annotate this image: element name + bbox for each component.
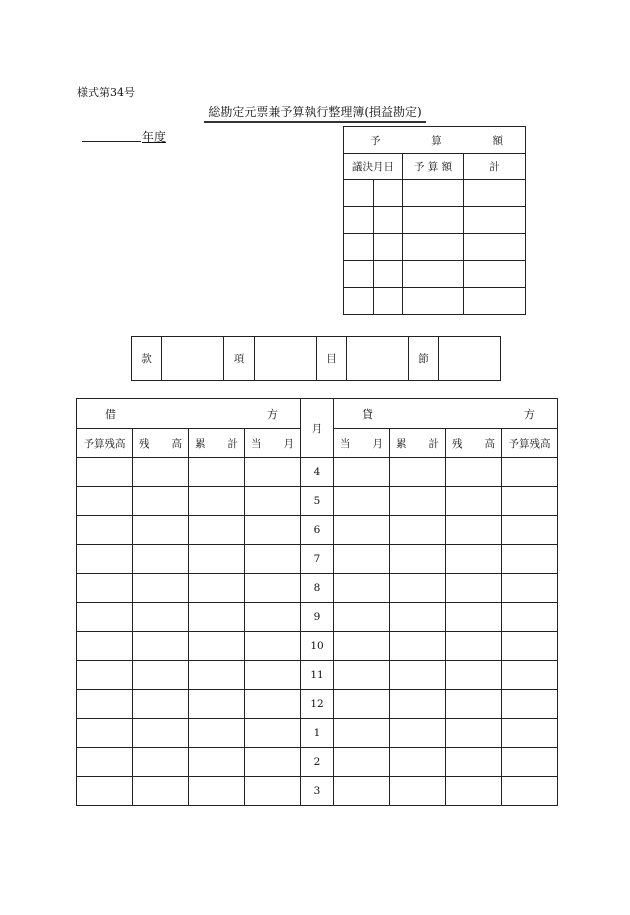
credit-balance-cell[interactable]: [446, 690, 502, 719]
credit-cumulative-cell[interactable]: [390, 661, 446, 690]
budget-month-cell[interactable]: [344, 261, 374, 288]
credit-cumulative-cell[interactable]: [390, 487, 446, 516]
budget-total-cell[interactable]: [464, 207, 526, 234]
kou-label: 項: [224, 337, 255, 381]
debit-budget-balance-cell[interactable]: [77, 603, 133, 632]
credit-balance-cell[interactable]: [446, 603, 502, 632]
credit-current-month-cell[interactable]: [334, 719, 390, 748]
moku-label: 目: [317, 337, 347, 381]
credit-header-right: 方: [524, 407, 535, 421]
month-number: 4: [301, 458, 334, 487]
budget-month-cell[interactable]: [344, 288, 374, 315]
budget-day-cell[interactable]: [374, 207, 403, 234]
month-number: 1: [301, 719, 334, 748]
budget-total-cell[interactable]: [464, 261, 526, 288]
debit-budget-balance-cell[interactable]: [77, 516, 133, 545]
month-number: 2: [301, 748, 334, 777]
debit-current-month-cell[interactable]: [245, 487, 301, 516]
budget-day-cell[interactable]: [374, 234, 403, 261]
debit-current-month-cell[interactable]: [245, 690, 301, 719]
debit-budget-balance-cell[interactable]: [77, 690, 133, 719]
debit-budget-balance-cell[interactable]: [77, 487, 133, 516]
debit-balance-header-char: 残: [139, 437, 150, 450]
debit-budget-balance-cell[interactable]: [77, 777, 133, 806]
debit-header-right: 方: [267, 407, 278, 421]
credit-budget-balance-header: 予算残高: [502, 429, 558, 458]
debit-budget-balance-cell[interactable]: [77, 632, 133, 661]
debit-cumulative-cell[interactable]: [189, 748, 245, 777]
credit-current-month-cell[interactable]: [334, 574, 390, 603]
credit-cumulative-cell[interactable]: [390, 516, 446, 545]
credit-balance-cell[interactable]: [446, 719, 502, 748]
debit-cumulative-cell[interactable]: [189, 574, 245, 603]
debit-balance-cell[interactable]: [133, 603, 189, 632]
credit-header: [334, 399, 558, 429]
ledger-row: [77, 777, 558, 806]
ledger-row: [77, 748, 558, 777]
debit-balance-cell[interactable]: [133, 748, 189, 777]
debit-current-month-cell[interactable]: [245, 719, 301, 748]
credit-cumulative-cell[interactable]: [390, 632, 446, 661]
credit-current-month-header: [334, 429, 390, 458]
debit-balance-header-char: 高: [171, 437, 182, 450]
debit-balance-cell[interactable]: [133, 545, 189, 574]
budget-row: [344, 288, 526, 315]
budget-amount-header: 予 算 額: [403, 154, 464, 180]
ledger-row: [77, 487, 558, 516]
debit-header: [77, 399, 301, 429]
credit-budget-balance-cell[interactable]: [502, 574, 558, 603]
setsu-value-cell[interactable]: [439, 337, 501, 381]
debit-cumulative-cell[interactable]: [189, 661, 245, 690]
budget-amount-cell[interactable]: [403, 207, 464, 234]
budget-row: [344, 261, 526, 288]
budget-day-cell[interactable]: [374, 288, 403, 315]
debit-current-month-cell[interactable]: [245, 777, 301, 806]
month-number: 9: [301, 603, 334, 632]
credit-cumulative-cell[interactable]: [390, 458, 446, 487]
credit-cumulative-cell[interactable]: [390, 690, 446, 719]
budget-total-cell[interactable]: [464, 288, 526, 315]
budget-total-cell[interactable]: [464, 234, 526, 261]
credit-budget-balance-cell[interactable]: [502, 632, 558, 661]
credit-current-month-cell[interactable]: [334, 661, 390, 690]
debit-current-month-cell[interactable]: [245, 603, 301, 632]
month-number: 12: [301, 690, 334, 719]
ledger-row: [77, 661, 558, 690]
budget-amount-cell[interactable]: [403, 234, 464, 261]
ledger-row: [77, 690, 558, 719]
debit-cumulative-header-char: 累: [195, 437, 206, 450]
credit-budget-balance-cell[interactable]: [502, 487, 558, 516]
credit-current-month-cell[interactable]: [334, 458, 390, 487]
credit-header-left: 貸: [362, 407, 373, 421]
debit-header-left: 借: [105, 407, 116, 421]
debit-balance-header: [133, 429, 189, 458]
credit-balance-cell[interactable]: [446, 545, 502, 574]
budget-amount-cell[interactable]: [403, 288, 464, 315]
debit-current-month-cell[interactable]: [245, 748, 301, 777]
budget-month-cell[interactable]: [344, 234, 374, 261]
credit-budget-balance-cell[interactable]: [502, 777, 558, 806]
form-number: 様式第34号: [77, 86, 135, 99]
credit-cumulative-cell[interactable]: [390, 603, 446, 632]
credit-budget-balance-cell[interactable]: [502, 661, 558, 690]
credit-balance-cell[interactable]: [446, 487, 502, 516]
month-number: 10: [301, 632, 334, 661]
credit-balance-header-char: 残: [452, 437, 463, 450]
credit-balance-cell[interactable]: [446, 748, 502, 777]
budget-amount-cell[interactable]: [403, 180, 464, 207]
credit-current-month-cell[interactable]: [334, 748, 390, 777]
budget-header-char-3: 額: [492, 134, 503, 147]
budget-row: [344, 234, 526, 261]
debit-budget-balance-cell[interactable]: [77, 545, 133, 574]
credit-current-month-cell[interactable]: [334, 603, 390, 632]
credit-balance-cell[interactable]: [446, 632, 502, 661]
month-number: 5: [301, 487, 334, 516]
credit-current-month-header-char: 月: [372, 437, 383, 450]
debit-current-month-cell[interactable]: [245, 458, 301, 487]
budget-total-header: 計: [464, 154, 526, 180]
credit-current-month-cell[interactable]: [334, 690, 390, 719]
budget-header: [344, 127, 526, 154]
debit-cumulative-cell[interactable]: [189, 690, 245, 719]
month-number: 3: [301, 777, 334, 806]
credit-budget-balance-cell[interactable]: [502, 603, 558, 632]
debit-current-month-cell[interactable]: [245, 661, 301, 690]
ledger-row: [77, 603, 558, 632]
debit-budget-balance-cell[interactable]: [77, 748, 133, 777]
budget-header-char-2: 算: [431, 134, 442, 147]
debit-balance-cell[interactable]: [133, 719, 189, 748]
credit-cumulative-cell[interactable]: [390, 748, 446, 777]
credit-budget-balance-cell[interactable]: [502, 719, 558, 748]
credit-balance-cell[interactable]: [446, 574, 502, 603]
kan-label: 款: [132, 337, 162, 381]
account-code-table: [131, 336, 501, 381]
budget-row: [344, 207, 526, 234]
credit-balance-header: [446, 429, 502, 458]
debit-current-month-header-char: 当: [251, 437, 262, 450]
ledger-row: [77, 574, 558, 603]
ledger-row: [77, 516, 558, 545]
credit-cumulative-cell[interactable]: [390, 777, 446, 806]
credit-cumulative-cell[interactable]: [390, 574, 446, 603]
debit-current-month-cell[interactable]: [245, 545, 301, 574]
debit-cumulative-cell[interactable]: [189, 632, 245, 661]
credit-budget-balance-cell[interactable]: [502, 516, 558, 545]
debit-cumulative-cell[interactable]: [189, 545, 245, 574]
ledger-row: [77, 632, 558, 661]
credit-current-month-cell[interactable]: [334, 632, 390, 661]
debit-budget-balance-cell[interactable]: [77, 661, 133, 690]
debit-cumulative-cell[interactable]: [189, 777, 245, 806]
credit-cumulative-cell[interactable]: [390, 719, 446, 748]
fiscal-year-label: 年度: [142, 130, 167, 144]
debit-current-month-cell[interactable]: [245, 632, 301, 661]
debit-budget-balance-cell[interactable]: [77, 719, 133, 748]
credit-budget-balance-cell[interactable]: [502, 690, 558, 719]
credit-budget-balance-cell[interactable]: [502, 748, 558, 777]
credit-balance-cell[interactable]: [446, 661, 502, 690]
debit-cumulative-cell[interactable]: [189, 458, 245, 487]
ledger-row: [77, 545, 558, 574]
kan-value-cell[interactable]: [162, 337, 224, 381]
debit-current-month-cell[interactable]: [245, 516, 301, 545]
credit-current-month-header-char: 当: [340, 437, 351, 450]
credit-cumulative-cell[interactable]: [390, 545, 446, 574]
resolution-date-header: 議決月日: [344, 154, 403, 180]
setsu-label: 節: [409, 337, 439, 381]
credit-current-month-cell[interactable]: [334, 777, 390, 806]
budget-day-cell[interactable]: [374, 180, 403, 207]
debit-budget-balance-header: 予算残高: [77, 429, 133, 458]
debit-balance-cell[interactable]: [133, 516, 189, 545]
credit-current-month-cell[interactable]: [334, 545, 390, 574]
credit-current-month-cell[interactable]: [334, 516, 390, 545]
budget-total-cell[interactable]: [464, 180, 526, 207]
kou-value-cell[interactable]: [255, 337, 317, 381]
budget-table: [343, 126, 526, 315]
debit-cumulative-cell[interactable]: [189, 516, 245, 545]
ledger-row: [77, 458, 558, 487]
credit-current-month-cell[interactable]: [334, 487, 390, 516]
budget-amount-cell[interactable]: [403, 261, 464, 288]
debit-cumulative-header: [189, 429, 245, 458]
budget-day-cell[interactable]: [374, 261, 403, 288]
credit-cumulative-header-char: 計: [428, 437, 439, 450]
debit-balance-cell[interactable]: [133, 632, 189, 661]
debit-current-month-header: [245, 429, 301, 458]
credit-balance-cell[interactable]: [446, 777, 502, 806]
page-title-text: 総勘定元票兼予算執行整理簿(損益勘定): [204, 103, 425, 123]
debit-budget-balance-cell[interactable]: [77, 458, 133, 487]
debit-current-month-cell[interactable]: [245, 574, 301, 603]
budget-month-cell[interactable]: [344, 207, 374, 234]
debit-cumulative-cell[interactable]: [189, 603, 245, 632]
credit-cumulative-header-char: 累: [396, 437, 407, 450]
credit-balance-cell[interactable]: [446, 516, 502, 545]
credit-budget-balance-cell[interactable]: [502, 458, 558, 487]
month-number: 6: [301, 516, 334, 545]
credit-balance-cell[interactable]: [446, 458, 502, 487]
debit-cumulative-header-char: 計: [227, 437, 238, 450]
debit-balance-cell[interactable]: [133, 661, 189, 690]
credit-balance-header-char: 高: [484, 437, 495, 450]
debit-budget-balance-cell[interactable]: [77, 574, 133, 603]
budget-row: [344, 180, 526, 207]
debit-balance-cell[interactable]: [133, 458, 189, 487]
credit-cumulative-header: [390, 429, 446, 458]
credit-budget-balance-cell[interactable]: [502, 545, 558, 574]
month-number: 8: [301, 574, 334, 603]
debit-balance-cell[interactable]: [133, 777, 189, 806]
fiscal-year-blank[interactable]: [82, 141, 141, 142]
ledger-table: [76, 398, 558, 806]
debit-current-month-header-char: 月: [283, 437, 294, 450]
month-number: 7: [301, 545, 334, 574]
ledger-row: [77, 719, 558, 748]
page-title: [0, 103, 630, 123]
month-number: 11: [301, 661, 334, 690]
budget-month-cell[interactable]: [344, 180, 374, 207]
month-header: 月: [301, 399, 334, 458]
debit-balance-cell[interactable]: [133, 487, 189, 516]
moku-value-cell[interactable]: [347, 337, 409, 381]
debit-balance-cell[interactable]: [133, 574, 189, 603]
debit-cumulative-cell[interactable]: [189, 487, 245, 516]
debit-balance-cell[interactable]: [133, 690, 189, 719]
budget-header-char-1: 予: [370, 134, 381, 147]
debit-cumulative-cell[interactable]: [189, 719, 245, 748]
